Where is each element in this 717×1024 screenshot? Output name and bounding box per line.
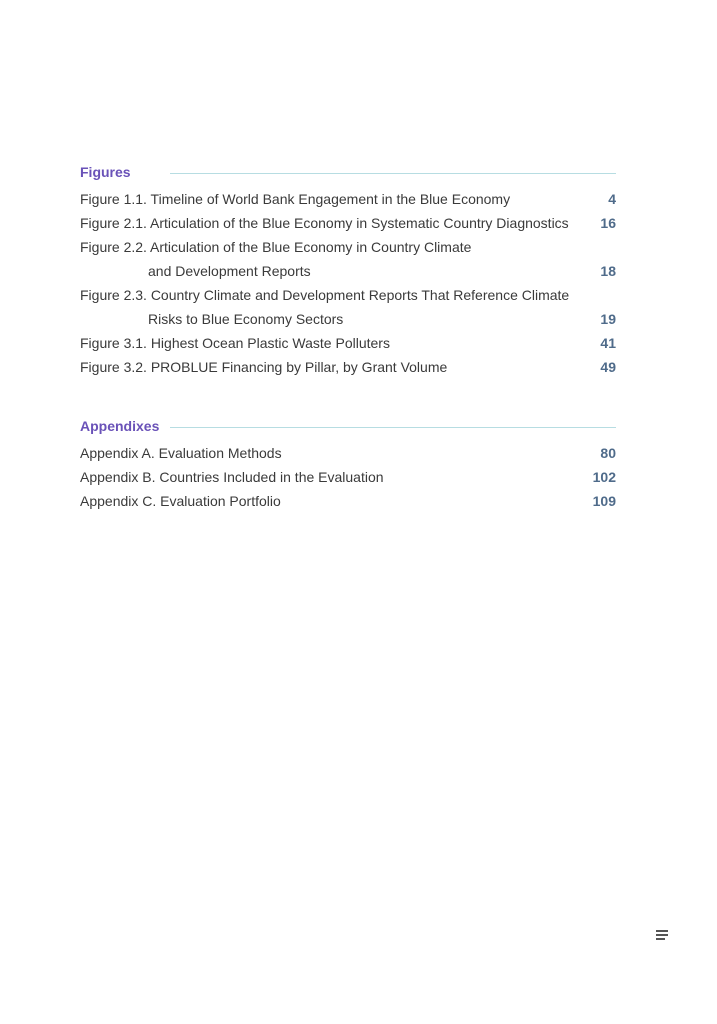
page-number: 18 xyxy=(600,263,616,279)
page-number: 80 xyxy=(600,445,616,461)
appendixes-entry[interactable] xyxy=(80,489,616,513)
entry-title-line: Figure 3.2. PROBLUE Financing by Pillar, by Grant Volume xyxy=(80,359,448,375)
entry-title-line: Appendix A. Evaluation Methods xyxy=(80,445,282,461)
figures-header xyxy=(80,163,616,187)
appendixes-entry[interactable] xyxy=(80,465,616,489)
figures-entry[interactable] xyxy=(80,355,616,379)
entry-title-continuation: and Development Reports xyxy=(148,263,311,279)
entry-title-line: Figure 2.2. Articulation of the Blue Economy in Country Climate xyxy=(80,239,472,255)
entry-title xyxy=(80,283,588,331)
figures-entry[interactable] xyxy=(80,283,616,331)
page-number: 41 xyxy=(600,335,616,351)
menu-icon[interactable] xyxy=(656,930,668,940)
page-number: 49 xyxy=(600,359,616,375)
figures-entry[interactable] xyxy=(80,235,616,283)
entry-title-line: Figure 3.1. Highest Ocean Plastic Waste Polluters xyxy=(80,335,390,351)
page-number: 16 xyxy=(600,215,616,231)
appendixes-heading: Appendixes xyxy=(80,417,167,435)
figures-heading: Figures xyxy=(80,163,139,181)
entry-title-line: Figure 1.1. Timeline of World Bank Engagement in the Blue Economy xyxy=(80,191,511,207)
figures-section xyxy=(80,163,616,379)
figures-entry[interactable] xyxy=(80,211,616,235)
entry-title-line: Appendix B. Countries Included in the Evaluation xyxy=(80,469,384,485)
figures-entry[interactable] xyxy=(80,187,616,211)
page-number: 109 xyxy=(592,493,616,509)
entry-title-line: Figure 2.1. Articulation of the Blue Economy in Systematic Country Diagnostics xyxy=(80,215,569,231)
entry-title xyxy=(80,465,588,489)
appendixes-section xyxy=(80,417,616,513)
figures-list xyxy=(80,187,616,379)
page-number: 19 xyxy=(600,311,616,327)
figures-entry[interactable] xyxy=(80,331,616,355)
entry-title-continuation: Risks to Blue Economy Sectors xyxy=(148,311,344,327)
entry-title xyxy=(80,211,588,235)
entry-title xyxy=(80,235,588,283)
entry-title xyxy=(80,331,588,355)
entry-title-line: Appendix C. Evaluation Portfolio xyxy=(80,493,281,509)
appendixes-list xyxy=(80,441,616,513)
entry-title-line: Figure 2.3. Country Climate and Development Reports That Reference Climate xyxy=(80,287,570,303)
appendixes-entry[interactable] xyxy=(80,441,616,465)
page-number: 4 xyxy=(608,191,616,207)
page-number: 102 xyxy=(592,469,616,485)
entry-title xyxy=(80,489,588,513)
figures-divider xyxy=(170,173,616,174)
appendixes-header xyxy=(80,417,616,441)
entry-title xyxy=(80,355,588,379)
entry-title xyxy=(80,441,588,465)
appendixes-divider xyxy=(170,427,616,428)
entry-title xyxy=(80,187,588,211)
